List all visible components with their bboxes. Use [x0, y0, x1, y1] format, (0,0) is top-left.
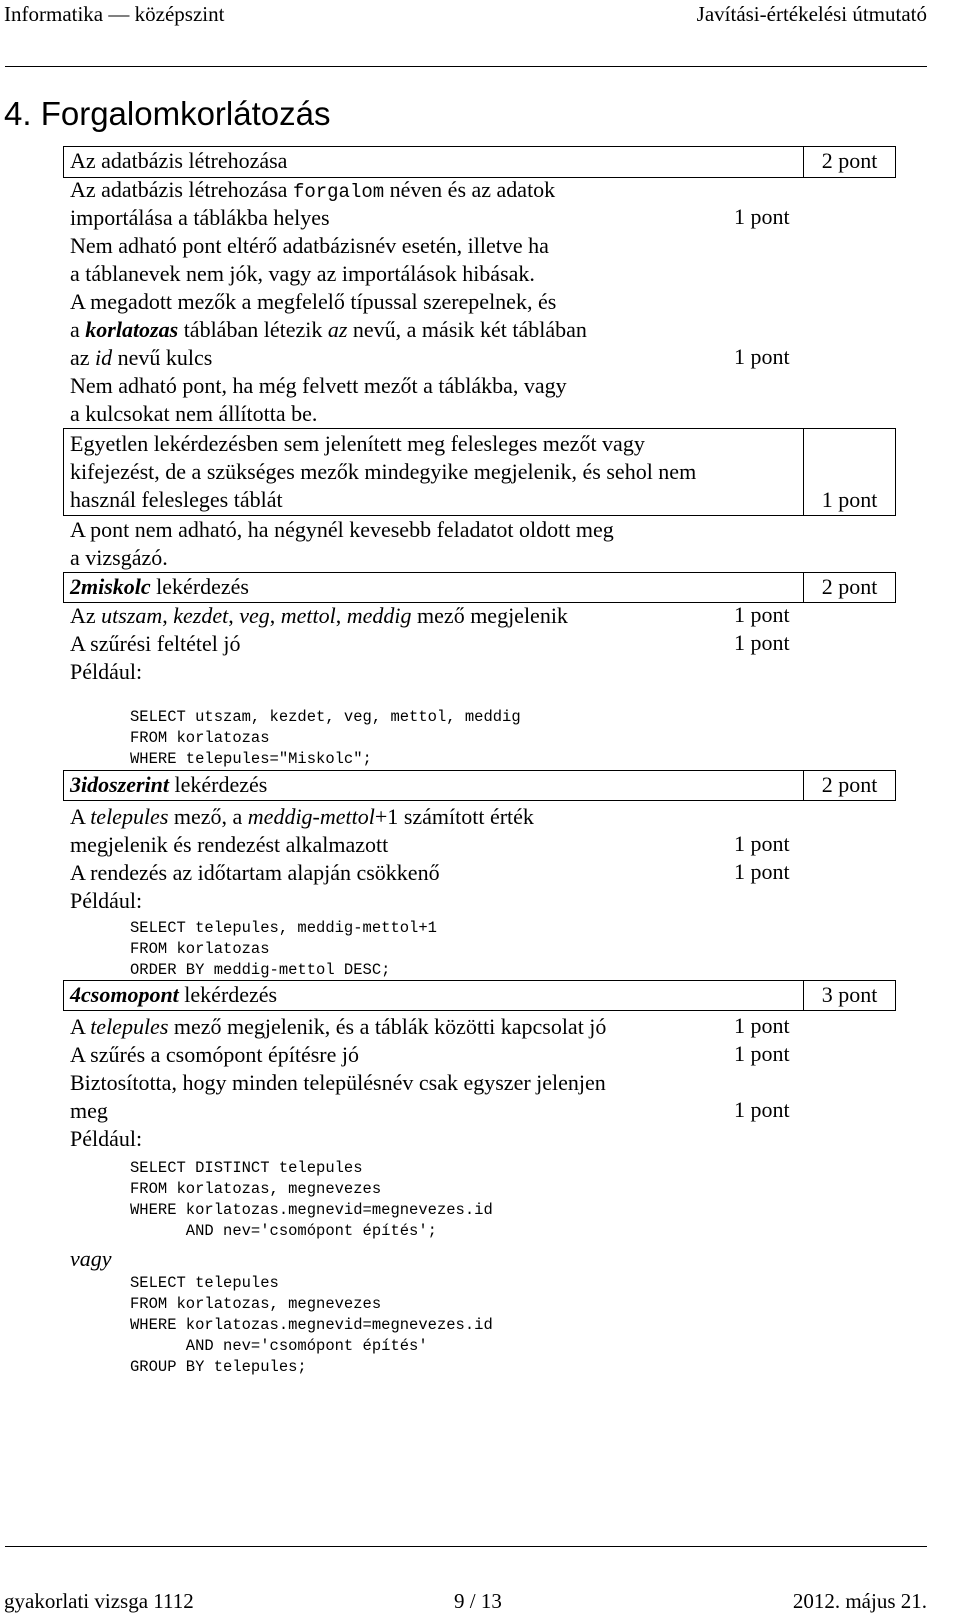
section3-heading: 2miskolc lekérdezés: [70, 574, 249, 599]
section4-points: 2 pont: [821, 772, 878, 797]
section2-line3: használ felesleges táblát: [70, 487, 283, 512]
section5-line4: meg: [70, 1098, 108, 1123]
section4-line3: A rendezés az időtartam alapján csökkenő: [70, 860, 440, 885]
footer-divider: [5, 1546, 927, 1547]
section1-line7-points: 1 pont: [734, 344, 790, 369]
section1-line5: A megadott mezők a megfelelő típussal szerepelnek, és: [70, 289, 557, 314]
section4-sql-code: SELECT telepules, meddig-mettol+1 FROM korlatozas ORDER BY meddig-mettol DESC;: [130, 919, 437, 979]
section5-points: 3 pont: [821, 982, 878, 1007]
section3-points: 2 pont: [821, 574, 878, 599]
section5-line4-points: 1 pont: [734, 1097, 790, 1122]
section4-line1: A telepules mező, a meddig-mettol+1 számított érték: [70, 804, 534, 829]
section1-points: 2 pont: [821, 148, 878, 173]
section1-line2: importálása a táblákba helyes: [70, 205, 330, 230]
section2-points: 1 pont: [821, 487, 878, 512]
section5-line2: A szűrés a csomópont építésre jó: [70, 1042, 359, 1067]
section1-heading: Az adatbázis létrehozása: [70, 148, 288, 173]
section3-sql-code: SELECT utszam, kezdet, veg, mettol, meddig FROM korlatozas WHERE telepules="Miskolc";: [130, 708, 521, 768]
section1-line8: Nem adható pont, ha még felvett mezőt a táblákba, vagy: [70, 373, 567, 398]
section1-line3: Nem adható pont eltérő adatbázisnév esetén, illetve ha: [70, 233, 549, 258]
section5-points-box: [803, 980, 896, 1011]
section5-line1-points: 1 pont: [734, 1013, 790, 1038]
section4-heading: 3idoszerint lekérdezés: [70, 772, 268, 797]
section2-points-box: [803, 428, 896, 516]
section1-line9: a kulcsokat nem állította be.: [70, 401, 318, 426]
section1-points-box: [803, 146, 896, 178]
db-name-code: forgalom: [292, 181, 385, 203]
section4-line3-points: 1 pont: [734, 859, 790, 884]
section3-points-box: [803, 572, 896, 603]
section4-points-box: [803, 770, 896, 801]
footer-date: 2012. május 21.: [792, 1589, 927, 1613]
section1-line6: a korlatozas táblában létezik az nevű, a másik két táblában: [70, 317, 587, 342]
section3-line2: A szűrési feltétel jó: [70, 631, 241, 656]
section1-line1: Az adatbázis létrehozása forgalom néven és az adatok: [70, 177, 556, 203]
section4-line2: megjelenik és rendezést alkalmazott: [70, 832, 389, 857]
footer-left: gyakorlati vizsga 1112: [4, 1589, 194, 1613]
section5-sql-code-2: SELECT telepules FROM korlatozas, megnevezes WHERE korlatozas.megnevid=megnevezes.id AND nev='csomópont építés' GROUP BY telepules;: [130, 1274, 493, 1376]
header-right: Javítási-értékelési útmutató: [696, 2, 927, 26]
section1-line7: az id nevű kulcs: [70, 345, 213, 370]
section5-heading: 4csomopont lekérdezés: [70, 982, 278, 1007]
section3-line1-points: 1 pont: [734, 602, 790, 627]
section3-line2-points: 1 pont: [734, 630, 790, 655]
section2-line4: A pont nem adható, ha négynél kevesebb feladatot oldott meg: [70, 517, 614, 542]
section2-line2: kifejezést, de a szükséges mezők mindegyike megjelenik, és sehol nem: [70, 459, 697, 484]
header-divider: [5, 66, 927, 67]
section1-line2-points: 1 pont: [734, 204, 790, 229]
section5-sql-code-1: SELECT DISTINCT telepules FROM korlatozas, megnevezes WHERE korlatozas.megnevid=megnevezes.id AND nev='csomópont építés';: [130, 1159, 493, 1240]
section2-line5: a vizsgázó.: [70, 545, 168, 570]
section2-line1: Egyetlen lekérdezésben sem jelenített meg felesleges mezőt vagy: [70, 431, 645, 456]
section5-line1: A telepules mező megjelenik, és a táblák közötti kapcsolat jó: [70, 1014, 607, 1039]
section4-line2-points: 1 pont: [734, 831, 790, 856]
section1-line4: a táblanevek nem jók, vagy az importálások hibásak.: [70, 261, 535, 286]
section5-line3: Biztosította, hogy minden településnév csak egyszer jelenjen: [70, 1070, 606, 1095]
header-left: Informatika — középszint: [4, 2, 225, 26]
section4-example-label: Például:: [70, 888, 143, 913]
section5-line2-points: 1 pont: [734, 1041, 790, 1066]
footer-page-number: 9 / 13: [454, 1589, 502, 1613]
section5-example-label: Például:: [70, 1126, 143, 1151]
section5-or-label: vagy: [70, 1246, 112, 1271]
section3-line1: Az utszam, kezdet, veg, mettol, meddig mező megjelenik: [70, 603, 568, 628]
task-title: 4. Forgalomkorlátozás: [4, 95, 331, 132]
section3-example-label: Például:: [70, 659, 143, 684]
